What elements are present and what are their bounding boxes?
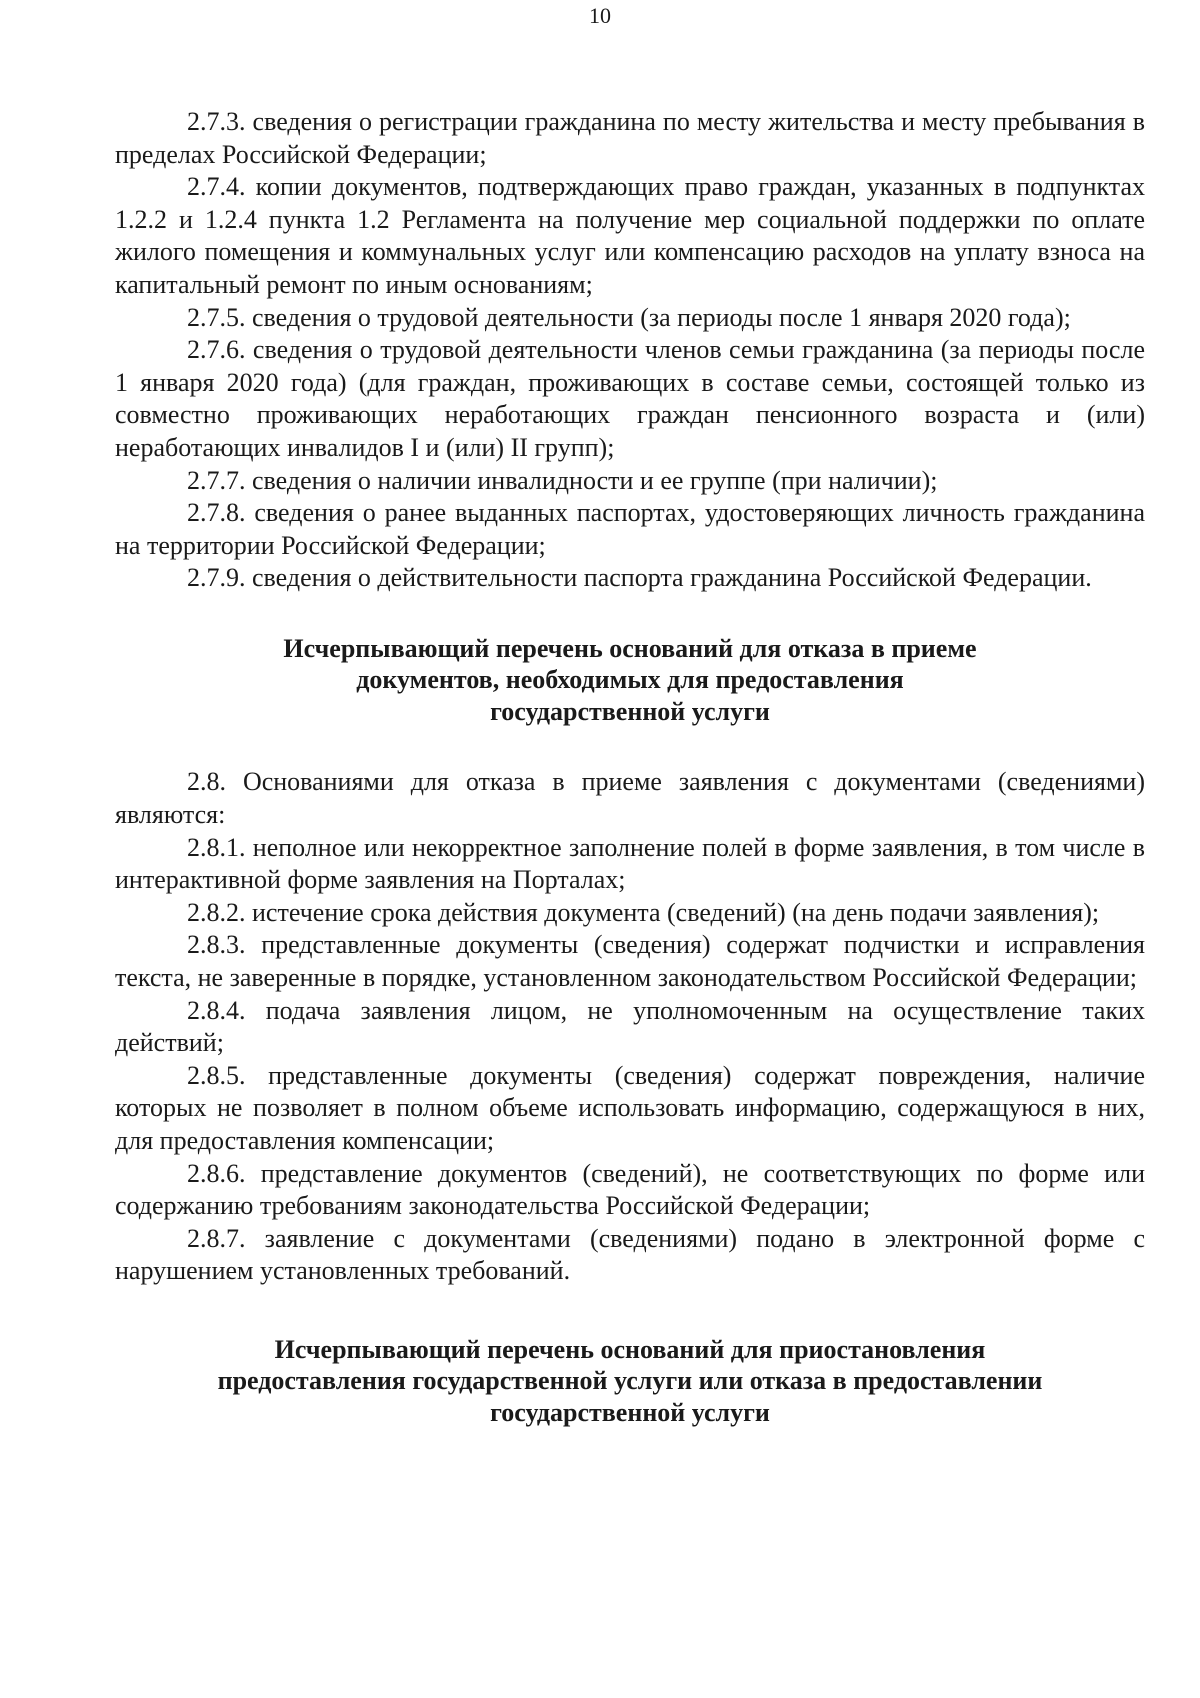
paragraph-2-7-5: 2.7.5. сведения о трудовой деятельности (за периоды после 1 января 2020 года); — [187, 302, 1071, 332]
heading-line: государственной услуги — [490, 1397, 770, 1427]
paragraph-2-8-2: 2.8.2. истечение срока действия документа (сведений) (на день подачи заявления); — [187, 897, 1100, 927]
paragraph-2-8: 2.8. Основаниями для отказа в приеме заявления с документами (сведениями) являются: — [115, 767, 1145, 829]
paragraph-2-8-5: 2.8.5. представленные документы (сведения) содержат повреждения, наличие которых не позволяет в полном объеме использовать информацию, содержащуюся в них, для предоставления компенсации; — [115, 1060, 1145, 1155]
paragraph-2-8-1: 2.8.1. неполное или некорректное заполнение полей в форме заявления, в том числе в интерактивной форме заявления на Порталах; — [115, 832, 1145, 895]
paragraph-2-8-6: 2.8.6. представление документов (сведений), не соответствующих по форме или содержанию требованиям законодательства Российской Федерации; — [115, 1158, 1145, 1221]
section-heading-suspension-or-refusal — [115, 1334, 1145, 1429]
document-body — [115, 106, 1145, 1428]
paragraph-2-7-9: 2.7.9. сведения о действительности паспорта гражданина Российской Федерации. — [187, 563, 1092, 593]
paragraph-2-8-7: 2.8.7. заявление с документами (сведениями) подано в электронной форме с нарушением установленных требований. — [115, 1223, 1145, 1286]
heading-line: Исчерпывающий перечень оснований для приостановления — [274, 1334, 986, 1364]
heading-line: документов, необходимых для предоставления — [356, 665, 904, 695]
paragraph-2-7-6: 2.7.6. сведения о трудовой деятельности членов семьи гражданина (за периоды после 1 января 2020 года) (для граждан, проживающих в составе семьи, состоящей только из совместно проживающих неработающих граждан пенсионного возраста и (или) неработающих инвалидов I и (или) II групп); — [115, 335, 1145, 462]
section-heading-refusal-of-documents — [115, 633, 1145, 728]
paragraph-2-7-4: 2.7.4. копии документов, подтверждающих право граждан, указанных в подпунктах 1.2.2 и 1.2.4 пункта 1.2 Регламента на получение мер социальной поддержки по оплате жилого помещения и коммунальных услуг или компенсацию расходов на уплату взноса на капитальный ремонт по иным основаниям; — [115, 172, 1145, 299]
paragraph-2-8-4: 2.8.4. подача заявления лицом, не уполномоченным на осуществление таких действий; — [115, 995, 1145, 1058]
page-number: 10 — [589, 3, 611, 28]
paragraph-2-7-7: 2.7.7. сведения о наличии инвалидности и ее группе (при наличии); — [187, 465, 938, 495]
paragraph-2-7-8: 2.7.8. сведения о ранее выданных паспортах, удостоверяющих личность гражданина на территории Российской Федерации; — [115, 498, 1145, 560]
paragraph-2-7-3: 2.7.3. сведения о регистрации гражданина по месту жительства и месту пребывания в пределах Российской Федерации; — [115, 107, 1145, 169]
paragraph-2-8-3: 2.8.3. представленные документы (сведения) содержат подчистки и исправления текста, не заверенные в порядке, установленном законодательством Российской Федерации; — [115, 930, 1145, 992]
heading-line: предоставления государственной услуги или отказа в предоставлении — [217, 1366, 1043, 1396]
heading-line: государственной услуги — [490, 696, 770, 726]
heading-line: Исчерпывающий перечень оснований для отказа в приеме — [283, 633, 977, 663]
